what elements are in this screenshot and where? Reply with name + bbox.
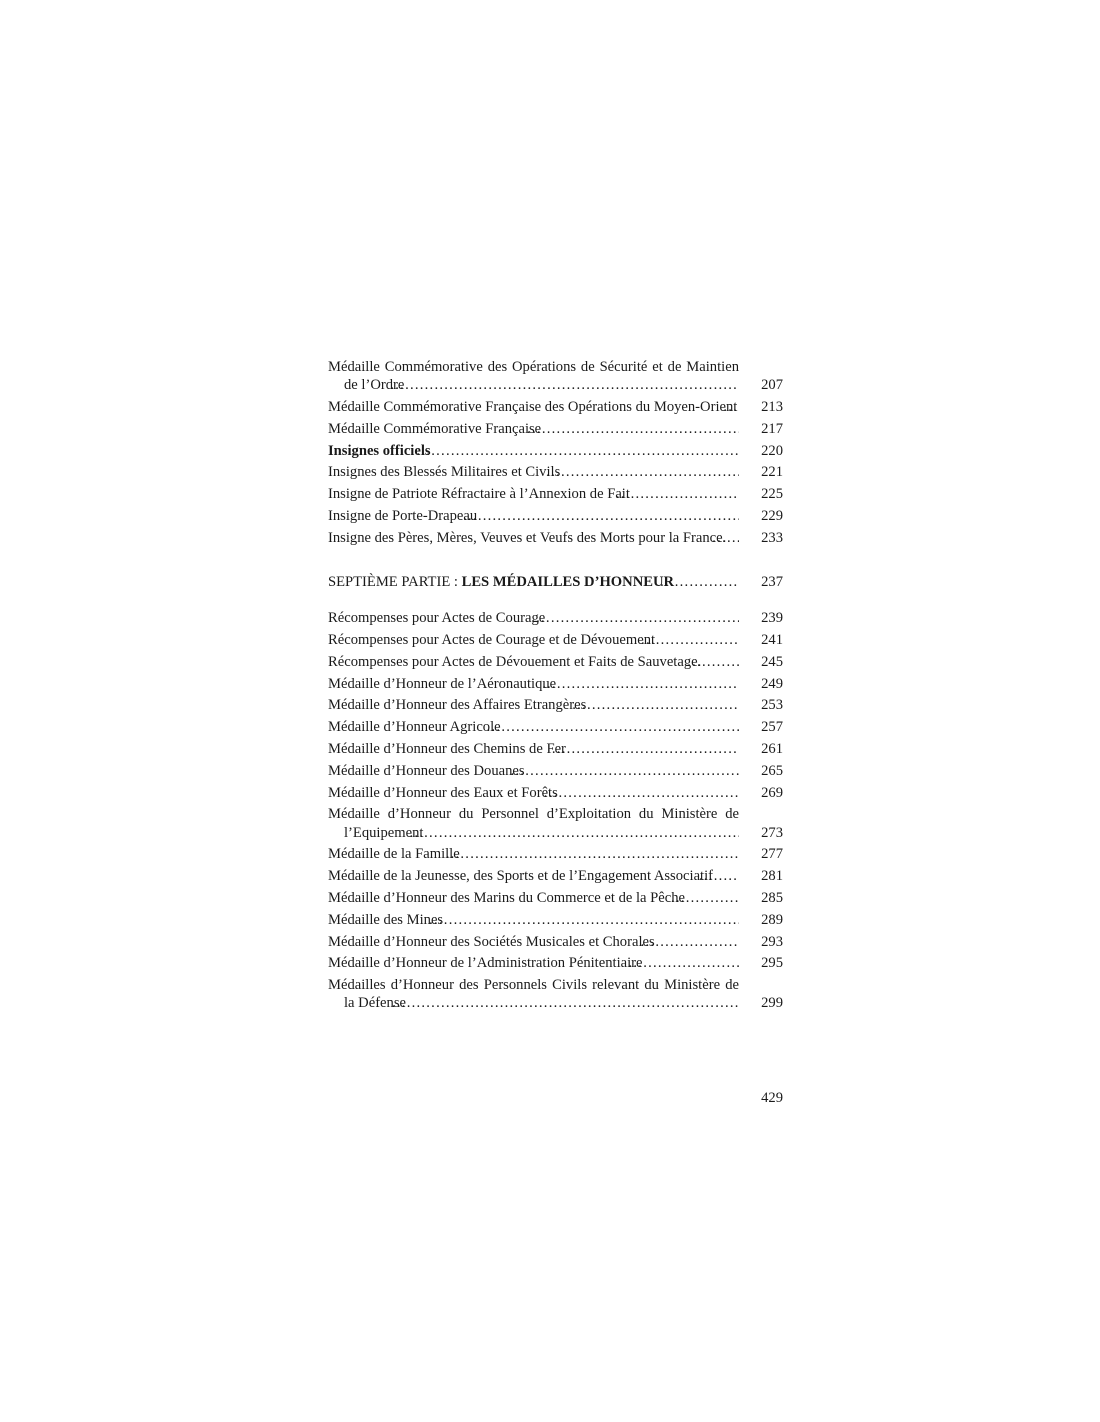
toc-entry-title: Médaille de la Jeunesse, des Sports et de l’Engagement Associatif [328,868,714,885]
toc-entry-page-number: 217 [761,420,783,437]
toc-entry [328,398,783,416]
toc-entry [328,954,783,972]
toc-entry [328,442,783,460]
toc-entry-title: Médaille d’Honneur des Affaires Etrangères [328,697,587,714]
toc-entry [328,653,783,671]
toc-entry [328,805,783,841]
toc-entry-page-number: 257 [761,719,783,736]
toc-entry-page-number: 213 [761,399,783,415]
toc-entry-title: Médaille des Mines [328,911,444,928]
toc-section-insignes [328,358,783,547]
toc-entry [328,463,783,481]
toc-entry-title: Médaille d’Honneur des Chemins de Fer [328,740,566,757]
toc-entry-title: Récompenses pour Actes de Courage [328,610,546,627]
toc-entry [328,976,783,1012]
toc-entry [328,420,783,438]
toc-entry-title: Insigne des Pères, Mères, Veuves et Veufs des Morts pour la France. [328,529,727,546]
toc-entry [328,845,783,863]
toc-entry-title: Insigne de Patriote Réfractaire à l’Annexion de Fait [328,486,630,503]
toc-entry-page-number: 293 [761,933,783,950]
toc-entry [328,718,783,736]
toc-entry [328,485,783,503]
toc-entry-title: Médaille Commémorative Française des Opérations du Moyen-Orient [328,399,738,415]
toc-entry-title: Médaille d’Honneur des Douanes [328,762,525,779]
part-label: SEPTIÈME PARTIE : [328,573,462,590]
toc-entry-title: Médaille d’Honneur Agricole [328,719,501,736]
toc-entry-title: Médaille Commémorative Française [328,420,542,437]
toc-entry [328,631,783,649]
toc-entry [328,933,783,951]
toc-entry-page-number: 233 [761,529,783,546]
toc-entry-page-number: 289 [761,911,783,928]
toc-entry-title: Médaille d’Honneur de l’Administration Pénitentiaire [328,955,643,972]
toc-entry-title: Médailles d’Honneur des Personnels Civils relevant du Ministère de la Défense [328,977,739,1012]
toc-entry [328,696,783,714]
toc-entry-page-number: 285 [761,889,783,906]
table-of-contents [328,358,783,1016]
toc-entry [328,675,783,693]
toc-entry [328,867,783,885]
toc-entry-page-number: 229 [761,507,783,524]
toc-entry-title: Insignes des Blessés Militaires et Civils [328,464,561,481]
toc-entry-page-number: 220 [761,442,783,459]
part-title: LES MÉDAILLES D’HONNEUR [461,573,675,590]
toc-entry [328,762,783,780]
toc-entry-title: Médaille d’Honneur des Marins du Commerce et de la Pêche [328,889,686,906]
toc-entry [328,507,783,525]
toc-entry-title: Récompenses pour Actes de Courage et de Dévouement [328,631,656,648]
toc-entry-page-number: 273 [761,824,783,841]
toc-entry-page-number: 225 [761,486,783,503]
toc-entry-page-number: 261 [761,740,783,757]
toc-entry [328,740,783,758]
toc-entry [328,784,783,802]
toc-entry-page-number: 249 [761,675,783,692]
part-page-number: 237 [761,573,783,590]
toc-entry-page-number: 245 [761,653,783,670]
toc-entry [328,358,783,394]
folio-page-number: 429 [761,1090,783,1106]
toc-entry-page-number: 221 [761,464,783,481]
toc-entry-page-number: 239 [761,610,783,627]
toc-entry-title: Médaille d’Honneur du Personnel d’Exploitation du Ministère de l’Equipement [328,806,739,841]
toc-entry-page-number: 269 [761,784,783,801]
toc-entry-title: Médaille d’Honneur des Eaux et Forêts [328,784,558,801]
toc-entry-title: Insigne de Porte-Drapeau [328,507,478,524]
toc-entry-page-number: 253 [761,697,783,714]
toc-entry [328,889,783,907]
toc-entry-title: Médaille Commémorative des Opérations de Sécurité et de Maintien de l’Ordre [328,359,739,394]
toc-entry [328,911,783,929]
toc-entry [328,609,783,627]
toc-entry-page-number: 295 [761,955,783,972]
toc-entry-title: Récompenses pour Actes de Dévouement et Faits de Sauvetage. [328,653,702,670]
toc-entry-page-number: 281 [761,868,783,885]
toc-entry-page-number: 241 [761,631,783,648]
toc-entry-page-number: 265 [761,762,783,779]
toc-entry-title: Médaille d’Honneur des Sociétés Musicales et Chorales [328,933,655,950]
toc-entry-title: Insignes officiels [328,442,431,459]
toc-entry-page-number: 299 [761,995,783,1012]
toc-entry-title: Médaille de la Famille [328,846,460,863]
toc-entry-title: Médaille d’Honneur de l’Aéronautique [328,675,557,692]
toc-entry-page-number: 207 [761,377,783,394]
toc-section-medailles-honneur [328,609,783,1012]
part-heading [328,573,783,591]
toc-entry [328,529,783,547]
toc-entry-page-number: 277 [761,846,783,863]
